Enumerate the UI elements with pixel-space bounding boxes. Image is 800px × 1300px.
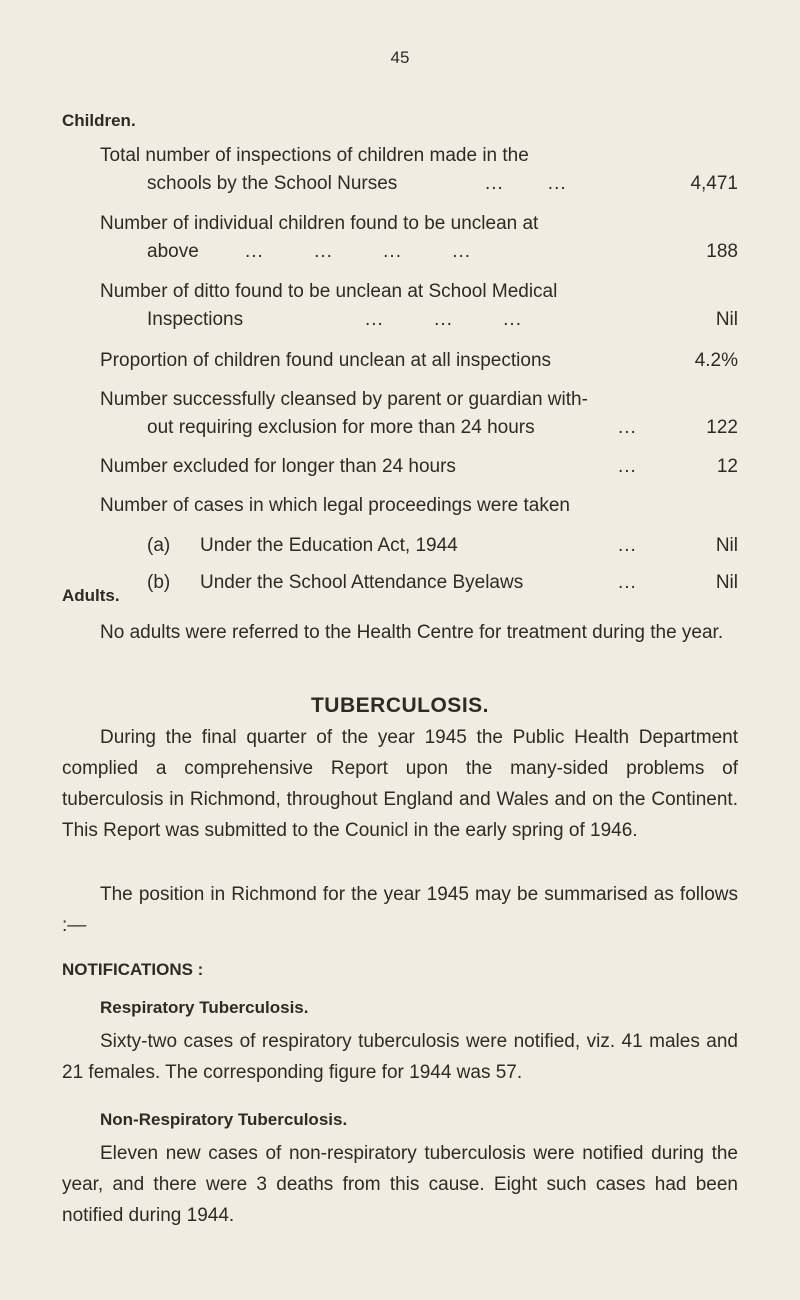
row-school-medical-line1: Number of ditto found to be unclean at School Medical	[100, 281, 558, 302]
leader-dots: ... ... ... ...	[245, 241, 472, 262]
non-respiratory-heading: Non-Respiratory Tuberculosis.	[100, 1110, 348, 1129]
leader-dots: ...	[618, 417, 637, 438]
page-number: 45	[390, 48, 410, 67]
adults-heading: Adults.	[62, 586, 120, 605]
row-total-inspections-line1: Total number of inspections of children made in the	[100, 145, 529, 166]
row-excluded-value: 12	[716, 456, 738, 477]
leader-dots: ...	[618, 535, 637, 556]
leader-dots: ...	[618, 572, 637, 593]
tuberculosis-paragraph-2: The position in Richmond for the year 1945 may be summarised as follows :—	[62, 884, 738, 936]
row-total-inspections-line2: schools by the School Nurses	[147, 173, 398, 194]
tuberculosis-paragraph-1: During the final quarter of the year 1945 the Public Health Department complied a comprehensive Report upon the many-sided problems of tuberculosis in Richmond, throughout England and Wales and on the Continent. This Report was submitted to the Counicl in the early spring of 1946.	[62, 727, 738, 841]
row-a-label: (a)	[147, 535, 171, 556]
row-education-act-value: Nil	[715, 535, 738, 556]
row-proportion-value: 4.2%	[694, 350, 738, 371]
row-legal-proceedings: Number of cases in which legal proceedings were taken	[100, 495, 570, 516]
row-total-inspections-value: 4,471	[690, 173, 738, 194]
row-unclean-children-value: 188	[706, 241, 738, 262]
tuberculosis-heading: TUBERCULOSIS.	[310, 694, 489, 717]
row-proportion-line1: Proportion of children found unclean at all inspections	[100, 350, 552, 371]
row-attendance-byelaws-value: Nil	[715, 572, 738, 593]
row-cleansed-value: 122	[706, 417, 738, 438]
leader-dots: ... ... ...	[365, 309, 522, 330]
row-education-act: Under the Education Act, 1944	[200, 535, 458, 556]
respiratory-heading: Respiratory Tuberculosis.	[100, 998, 309, 1017]
row-school-medical-line2: Inspections	[147, 309, 244, 330]
row-attendance-byelaws: Under the School Attendance Byelaws	[200, 572, 524, 593]
row-excluded-line1: Number excluded for longer than 24 hours	[100, 456, 456, 477]
row-cleansed-line2: out requiring exclusion for more than 24 hours	[147, 417, 535, 438]
row-b-label: (b)	[147, 572, 171, 593]
row-school-medical-value: Nil	[715, 309, 738, 330]
row-cleansed-line1: Number successfully cleansed by parent or guardian with-	[100, 389, 588, 410]
children-heading: Children.	[62, 111, 136, 130]
non-respiratory-paragraph: Eleven new cases of non-respiratory tuberculosis were notified during the year, and there were 3 deaths from this cause. Eight such cases had been notified during 1944.	[62, 1143, 738, 1226]
row-unclean-children-line2: above	[147, 241, 199, 262]
row-unclean-children-line1: Number of individual children found to be unclean at	[100, 213, 539, 234]
leader-dots: ...	[618, 456, 637, 477]
adults-paragraph: No adults were referred to the Health Centre for treatment during the year.	[100, 622, 724, 643]
leader-dots: ... ...	[485, 173, 567, 194]
notifications-heading: NOTIFICATIONS :	[62, 960, 204, 979]
respiratory-paragraph: Sixty-two cases of respiratory tuberculosis were notified, viz. 41 males and 21 females. The corresponding figure for 1944 was 57.	[62, 1031, 738, 1083]
